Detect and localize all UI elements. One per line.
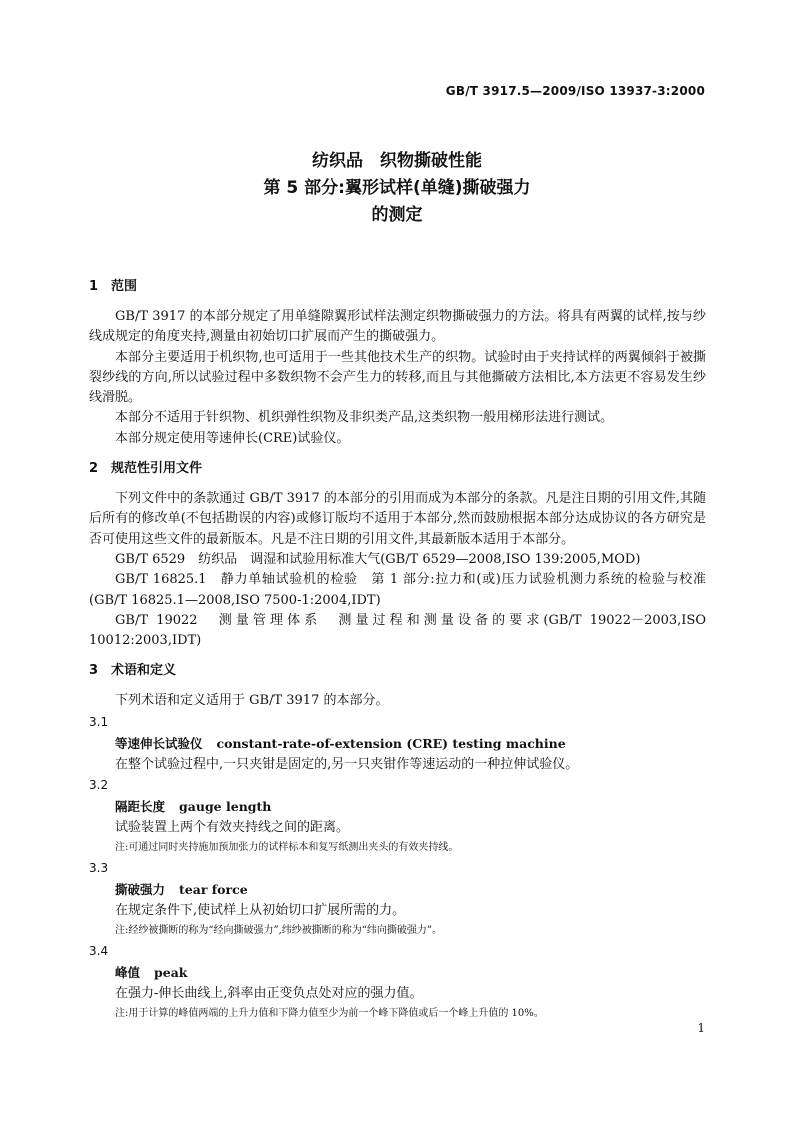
reference-item: GB/T 19022 测量管理体系 测量过程和测量设备的要求(GB/T 19022－2003,ISO 10012:2003,IDT) [89, 612, 706, 649]
term-entry [89, 858, 706, 941]
term-definition: 在整个试验过程中,一只夹钳是固定的,另一只夹钳作等速运动的一种拉伸试验仪。 [115, 756, 579, 772]
paragraph: 下列文件中的条款通过 GB/T 3917 的本部分的引用而成为本部分的条款。凡是注日期的引用文件,其随后所有的修改单(不包括勘误的内容)或修订版均不适用于本部分,然而鼓励根据本部分达成协议的各方研究是否可使用这些文件的最新版本。凡是不注日期的引用文件,其最新版本适用于本部分。 [89, 491, 706, 547]
title-line-2: 第 5 部分:翼形试样(单缝)撕破强力 [263, 178, 531, 198]
section-number: 1 [89, 279, 99, 294]
paragraph: 下列术语和定义适用于 GB/T 3917 的本部分。 [115, 693, 389, 709]
term-definition: 在规定条件下,使试样上从初始切口扩展所需的力。 [115, 902, 406, 918]
term-name [89, 796, 706, 817]
term-number: 3.3 [89, 860, 109, 875]
section-terms-definitions [89, 661, 706, 1023]
term-entry [89, 712, 706, 775]
term-name-cn: 隔距长度 [115, 798, 166, 814]
page-number: 1 [697, 1021, 705, 1035]
reference-item: GB/T 16825.1 静力单轴试验机的检验 第 1 部分:拉力和(或)压力试验机测力系统的检验与校准(GB/T 16825.1—2008,ISO 7500-1:2004,IDT) [89, 572, 706, 608]
section-normative-references [89, 459, 706, 651]
term-name [89, 962, 706, 983]
section-title: 范围 [111, 279, 138, 294]
term-name [89, 879, 706, 900]
document-body [89, 277, 706, 1034]
term-note: 注:可通过同时夹持施加预加张力的试样标本和复写纸测出夹头的有效夹持线。 [115, 841, 459, 853]
term-name-cn: 峰值 [115, 964, 141, 980]
section-heading [89, 661, 706, 681]
paragraph: 本部分不适用于针织物、机织弹性织物及非织类产品,这类织物一般用梯形法进行测试。 [115, 410, 614, 426]
term-name-cn: 撕破强力 [115, 881, 166, 897]
term-entry [89, 941, 706, 1024]
term-name-en: constant-rate-of-extension (CRE) testing machine [216, 735, 566, 751]
paragraph: 本部分主要适用于机织物,也可适用于一些其他技术生产的织物。试验时由于夹持试样的两翼倾斜于被撕裂纱线的方向,所以试验过程中多数织物不会产生力的转移,而且与其他撕破方法相比,本方法更不容易发生纱线滑脱。 [89, 349, 706, 406]
standard-code: GB/T 3917.5—2009/ISO 13937-3:2000 [445, 84, 705, 98]
title-line-3: 的测定 [371, 205, 423, 225]
document-title [0, 148, 794, 229]
paragraph: 本部分规定使用等速伸长(CRE)试验仪。 [115, 430, 350, 446]
term-entry [89, 775, 706, 858]
paragraph: GB/T 3917 的本部分规定了用单缝隙翼形试样法测定织物撕破强力的方法。将具有两翼的试样,按与纱线成规定的角度夹持,测量由初始切口扩展而产生的撕破强力。 [89, 309, 706, 345]
term-note: 注:用于计算的峰值两端的上升力值和下降力值至少为前一个峰下降值或后一个峰上升值的 10%。 [115, 1007, 544, 1019]
section-title: 术语和定义 [111, 663, 177, 679]
term-number: 3.4 [89, 943, 109, 958]
term-definition: 在强力-伸长曲线上,斜率由正变负点处对应的强力值。 [115, 985, 423, 1001]
term-name-en: peak [154, 964, 188, 980]
term-name-en: tear force [179, 881, 248, 897]
section-title: 规范性引用文件 [111, 461, 203, 477]
term-name-en: gauge length [179, 798, 272, 814]
term-number: 3.2 [89, 777, 109, 792]
term-number: 3.1 [89, 714, 109, 729]
section-scope [89, 277, 706, 449]
section-number: 3 [89, 663, 99, 679]
term-name-cn: 等速伸长试验仪 [115, 735, 203, 751]
reference-item: GB/T 6529 纺织品 调湿和试验用标准大气(GB/T 6529—2008,ISO 139:2005,MOD) [115, 551, 641, 567]
term-note: 注:经纱被撕断的称为“经向撕破强力”,纬纱被撕断的称为“纬向撕破强力”。 [115, 924, 442, 936]
section-heading [89, 459, 706, 479]
term-definition: 试验装置上两个有效夹持线之间的距离。 [115, 819, 350, 835]
section-number: 2 [89, 461, 99, 477]
term-name [89, 733, 706, 754]
title-line-1: 纺织品 织物撕破性能 [312, 151, 482, 171]
section-heading [89, 277, 706, 297]
